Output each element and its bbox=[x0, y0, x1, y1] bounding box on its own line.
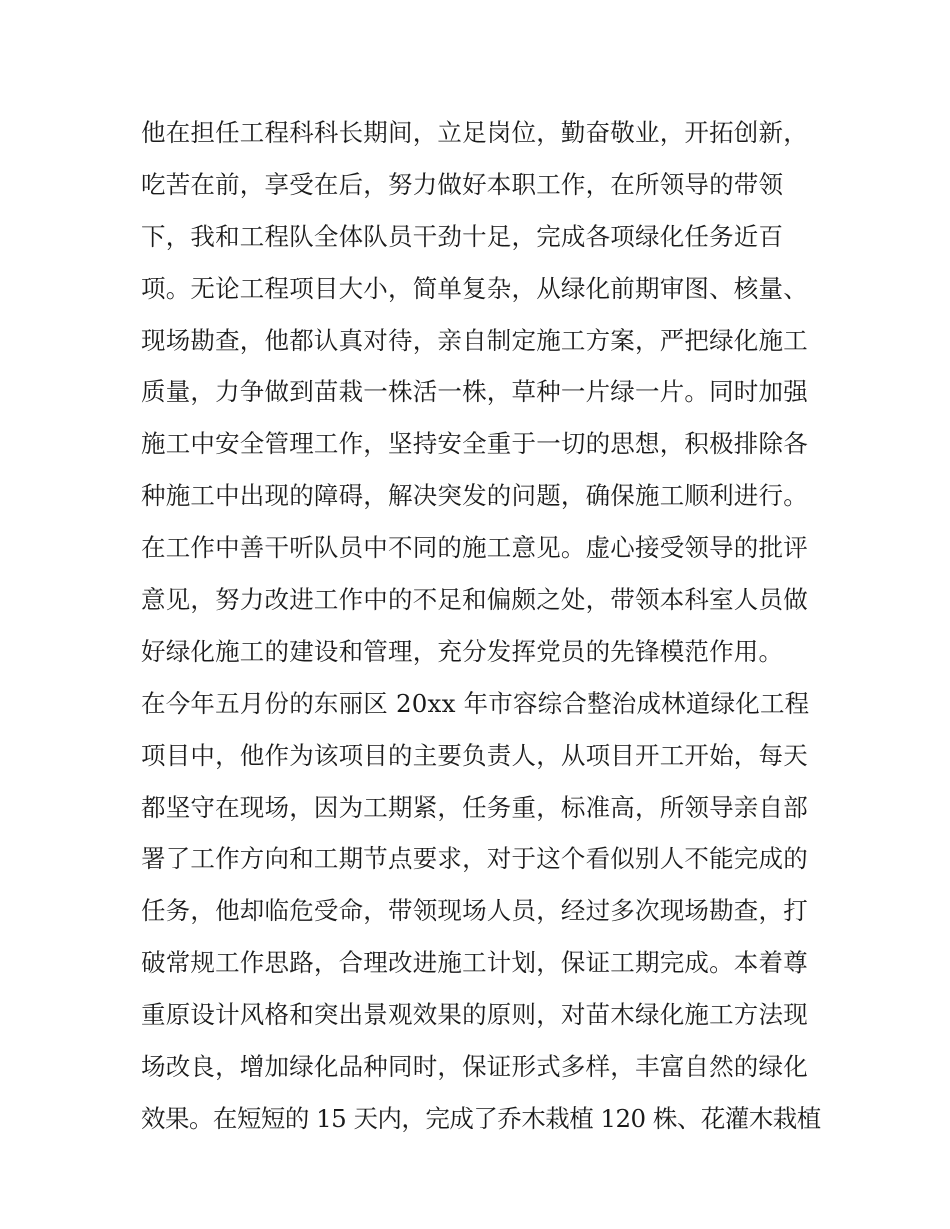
text-line: 项。无论工程项目大小，简单复杂，从绿化前期审图、核量、 bbox=[141, 273, 808, 303]
text-line: 重原设计风格和突出景观效果的原则，对苗木绿化施工方法现 bbox=[141, 1000, 808, 1030]
text-line: 施工中安全管理工作，坚持安全重于一切的思想，积极排除各 bbox=[141, 429, 808, 459]
text-line: 意见，努力改进工作中的不足和偏颇之处，带领本科室人员做 bbox=[141, 585, 808, 615]
text-line: 下，我和工程队全体队员干劲十足，完成各项绿化任务近百 bbox=[141, 221, 784, 251]
text-line: 在今年五月份的东丽区 20xx 年市容综合整治成林道绿化工程 bbox=[141, 688, 810, 718]
text-line: 现场勘查，他都认真对待，亲自制定施工方案，严把绿化施工 bbox=[141, 325, 808, 355]
text-line: 任务，他却临危受命，带领现场人员，经过多次现场勘查，打 bbox=[141, 896, 808, 926]
body-text bbox=[141, 107, 821, 1145]
text-line: 场改良，增加绿化品种同时，保证形式多样，丰富自然的绿化 bbox=[141, 1052, 808, 1082]
text-line: 署了工作方向和工期节点要求，对于这个看似别人不能完成的 bbox=[141, 844, 808, 874]
text-line: 他在担任工程科科长期间，立足岗位，勤奋敬业，开拓创新， bbox=[141, 118, 808, 147]
text-line: 质量，力争做到苗栽一株活一株，草种一片绿一片。同时加强 bbox=[141, 377, 808, 407]
text-line: 都坚守在现场，因为工期紧，任务重，标准高，所领导亲自部 bbox=[141, 792, 808, 822]
text-line: 项目中，他作为该项目的主要负责人，从项目开工开始，每天 bbox=[141, 740, 808, 770]
text-line: 种施工中出现的障碍，解决突发的问题，确保施工顺利进行。 bbox=[141, 481, 808, 511]
text-line: 破常规工作思路，合理改进施工计划，保证工期完成。本着尊 bbox=[141, 948, 808, 978]
text-line: 吃苦在前，享受在后，努力做好本职工作，在所领导的带领 bbox=[141, 169, 784, 199]
text-line: 在工作中善干听队员中不同的施工意见。虚心接受领导的批评 bbox=[141, 533, 808, 563]
text-line: 效果。在短短的 15 天内，完成了乔木栽植 120 株、花灌木栽植 bbox=[141, 1103, 821, 1133]
text-line: 好绿化施工的建设和管理，充分发挥党员的先锋模范作用。 bbox=[141, 636, 784, 666]
